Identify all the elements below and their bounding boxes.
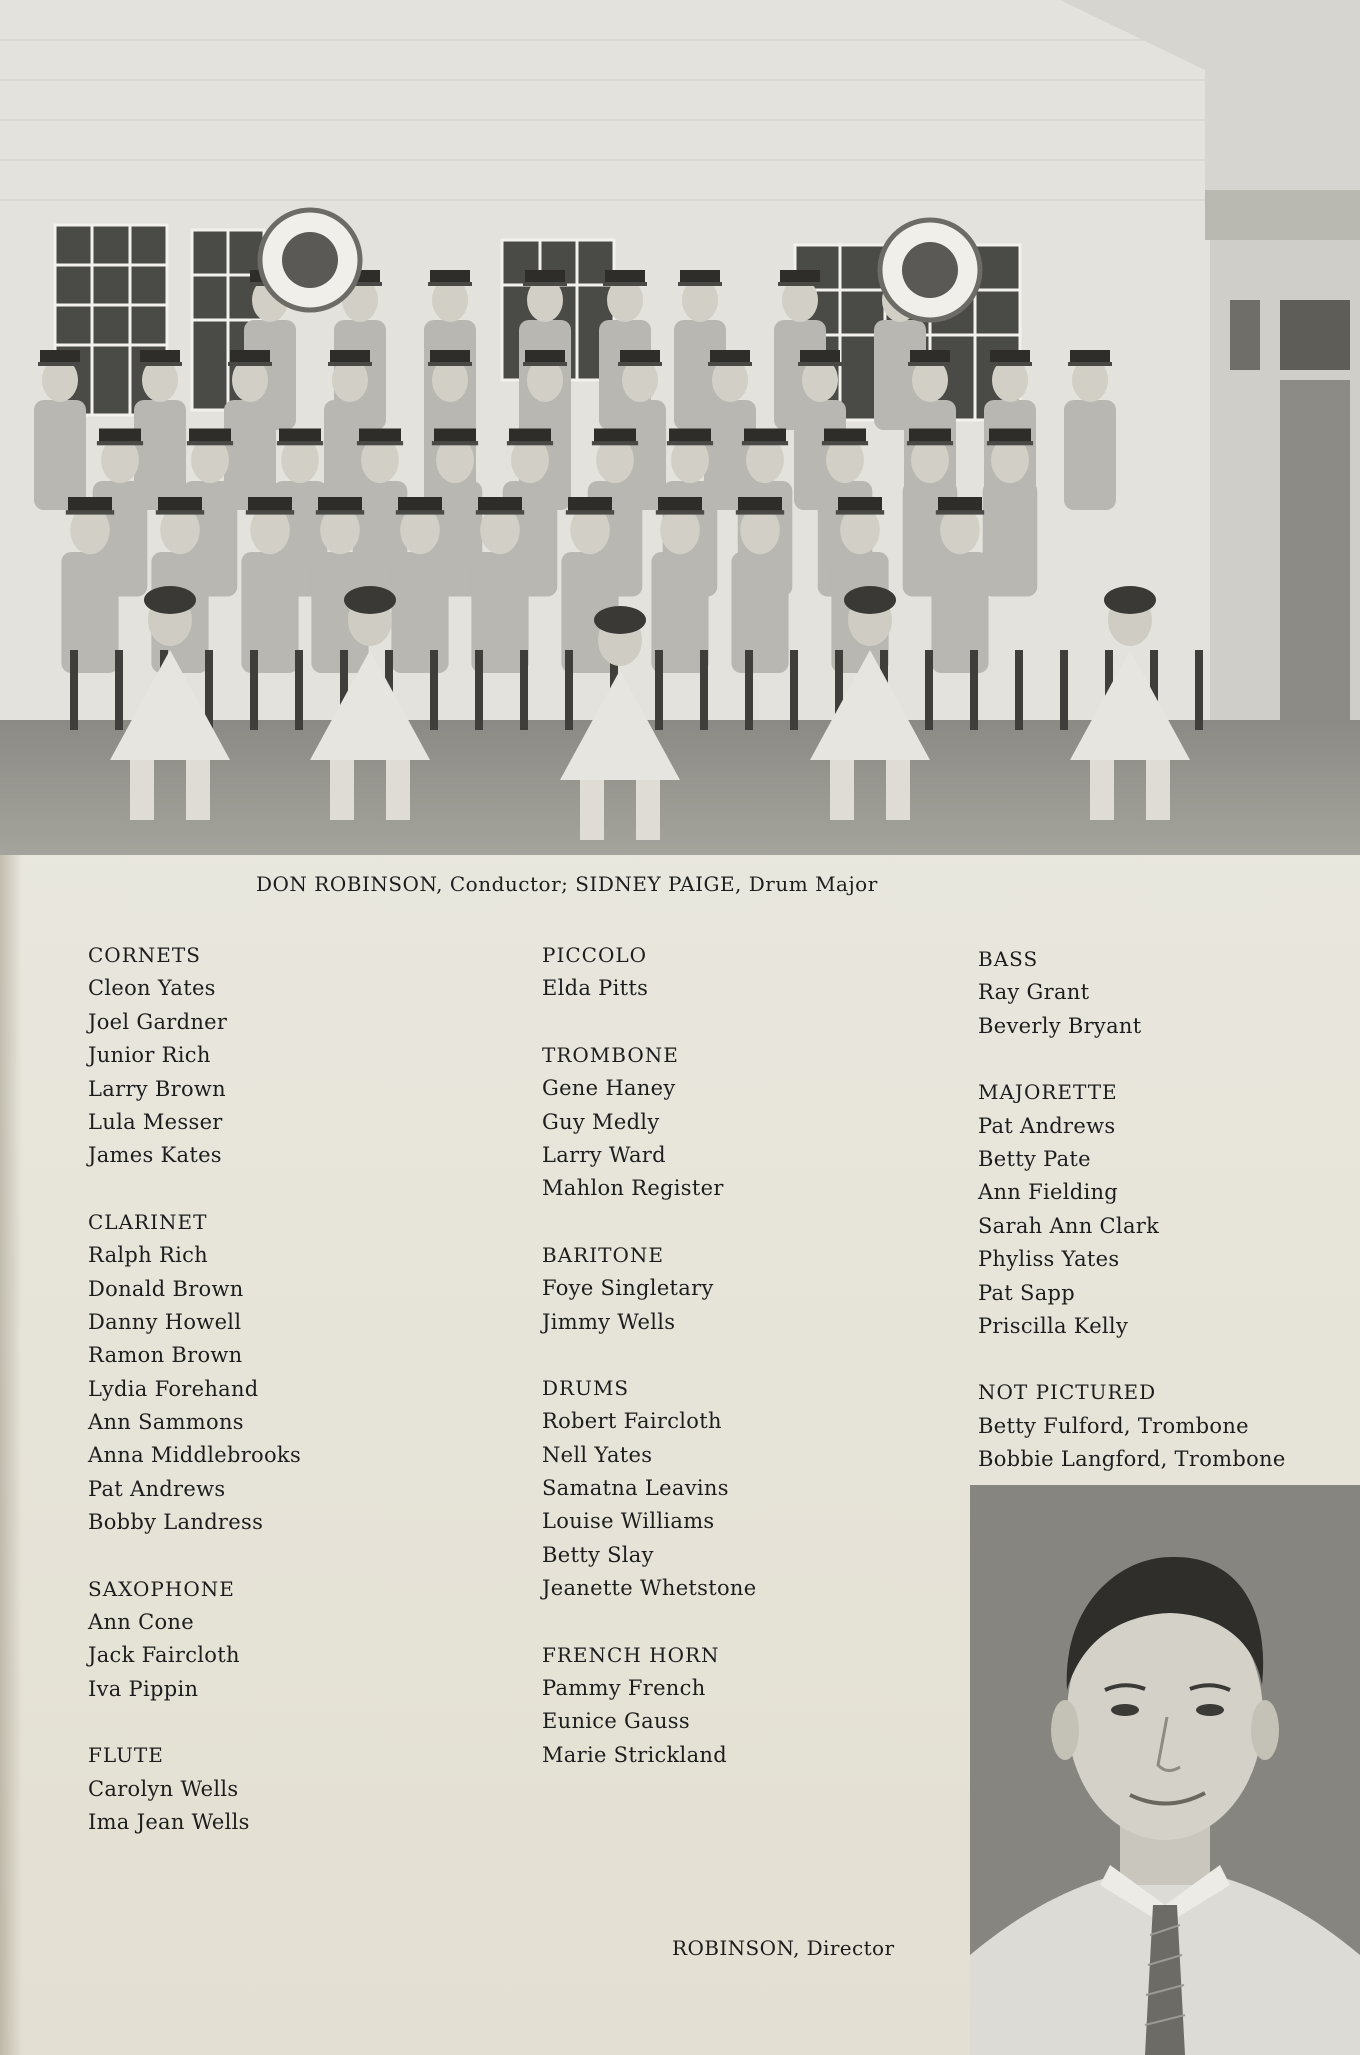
member-name: Ann Sammons — [88, 1410, 244, 1435]
member-name: Louise Williams — [542, 1509, 715, 1534]
member-name: Foye Singletary — [542, 1276, 714, 1301]
member-name: Lula Messer — [88, 1109, 223, 1134]
member-name: Pammy French — [542, 1676, 706, 1701]
member-name: Pat Andrews — [88, 1476, 226, 1501]
member-name: Elda Pitts — [542, 976, 649, 1001]
member-name: Beverly Bryant — [978, 1013, 1142, 1038]
instrument-section — [542, 1039, 757, 1206]
member-name: Ralph Rich — [88, 1243, 208, 1268]
member-name: Pat Sapp — [978, 1280, 1076, 1305]
director-caption: ROBINSON, Director — [672, 1936, 895, 1960]
member-name: Bobby Landress — [88, 1510, 264, 1535]
instrument-section — [978, 943, 1286, 1043]
member-name: Cleon Yates — [88, 976, 216, 1001]
member-name: Guy Medly — [542, 1109, 660, 1134]
member-name: Carolyn Wells — [88, 1776, 239, 1801]
member-name: Jeanette Whetstone — [542, 1576, 757, 1601]
member-name: Sarah Ann Clark — [978, 1213, 1160, 1238]
instrument-section — [88, 939, 301, 1173]
instrument-section — [978, 1076, 1286, 1343]
member-name: Bobbie Langford, Trombone — [978, 1447, 1286, 1472]
member-name: Anna Middlebrooks — [88, 1443, 302, 1468]
member-name: Priscilla Kelly — [978, 1313, 1129, 1338]
instrument-section — [88, 1573, 301, 1707]
member-name: Jack Faircloth — [88, 1643, 240, 1668]
member-name: Betty Fulford, Trombone — [978, 1413, 1249, 1438]
member-name: Danny Howell — [88, 1309, 242, 1334]
section-title: FRENCH HORN — [542, 1642, 720, 1667]
section-title: SAXOPHONE — [88, 1576, 235, 1601]
member-name: Betty Pate — [978, 1146, 1091, 1171]
member-name: Ann Cone — [88, 1610, 194, 1635]
photo-caption: DON ROBINSON, Conductor; SIDNEY PAIGE, Drum Major — [256, 872, 878, 896]
section-title: MAJORETTE — [978, 1080, 1118, 1105]
director-portrait — [970, 1485, 1360, 2055]
member-name: James Kates — [88, 1143, 222, 1168]
member-name: Gene Haney — [542, 1076, 676, 1101]
member-name: Phyliss Yates — [978, 1247, 1120, 1272]
section-title: BARITONE — [542, 1242, 664, 1267]
instrument-section — [978, 1376, 1286, 1476]
section-title: FLUTE — [88, 1743, 164, 1768]
section-title: NOT PICTURED — [978, 1380, 1157, 1405]
instrument-section — [88, 1739, 301, 1839]
section-title: CLARINET — [88, 1209, 208, 1234]
section-title: CORNETS — [88, 943, 201, 967]
section-title: TROMBONE — [542, 1042, 679, 1067]
instrument-section — [542, 1639, 757, 1773]
member-name: Marie Strickland — [542, 1742, 727, 1767]
member-name: Nell Yates — [542, 1442, 653, 1467]
member-name: Joel Gardner — [88, 1009, 228, 1034]
member-name: Jimmy Wells — [542, 1309, 676, 1334]
member-name: Ramon Brown — [88, 1343, 243, 1368]
section-title: BASS — [978, 947, 1039, 971]
instrument-section — [88, 1206, 301, 1540]
member-name: Eunice Gauss — [542, 1709, 690, 1734]
member-name: Iva Pippin — [88, 1676, 199, 1701]
instrument-section — [542, 1372, 757, 1606]
member-name: Donald Brown — [88, 1276, 244, 1301]
member-name: Ima Jean Wells — [88, 1809, 250, 1834]
band-group-photo — [0, 0, 1360, 855]
member-name: Larry Ward — [542, 1142, 666, 1167]
section-title: DRUMS — [542, 1375, 630, 1400]
member-name: Junior Rich — [88, 1043, 211, 1068]
member-name: Ann Fielding — [978, 1180, 1119, 1205]
member-name: Betty Slay — [542, 1542, 654, 1567]
member-name: Robert Faircloth — [542, 1409, 722, 1434]
member-name: Samatna Leavins — [542, 1476, 729, 1501]
roster-column-3 — [978, 943, 1286, 1509]
member-name: Ray Grant — [978, 980, 1090, 1005]
member-name: Mahlon Register — [542, 1176, 724, 1201]
member-name: Pat Andrews — [978, 1113, 1116, 1138]
roster-column-1 — [88, 939, 301, 1872]
roster-column-2 — [542, 939, 757, 1805]
member-name: Lydia Forehand — [88, 1376, 259, 1401]
section-title: PICCOLO — [542, 943, 648, 967]
instrument-section — [542, 1239, 757, 1339]
instrument-section — [542, 939, 757, 1006]
member-name: Larry Brown — [88, 1076, 226, 1101]
